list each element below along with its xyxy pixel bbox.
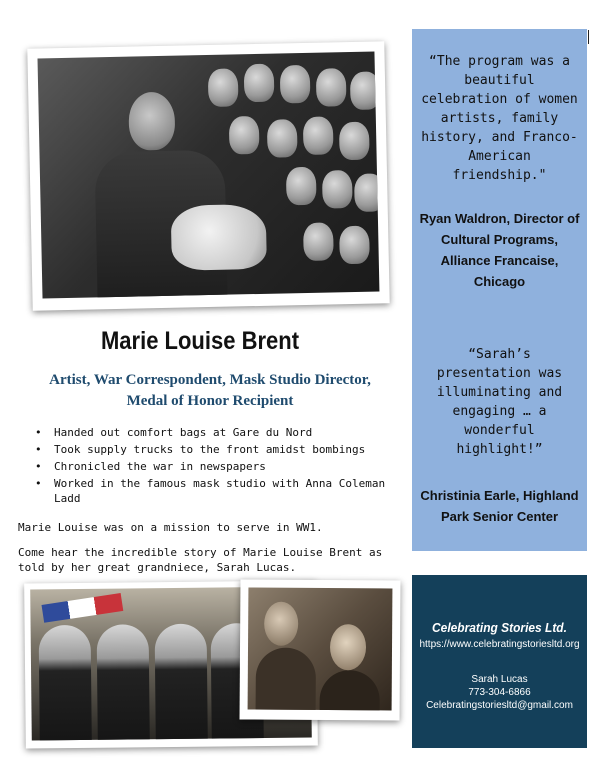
woman-head [128,92,175,151]
text-cursor [588,30,589,44]
studio-work-photo [240,579,401,720]
contact-phone: 773-304-6866 [468,687,531,698]
list-item: • Handed out comfort bags at Gare du Nord [30,425,400,440]
soldier-figure [39,625,92,741]
list-item: • Worked in the famous mask studio with Anna Coleman Ladd [30,476,400,506]
plaster-mask [303,116,334,155]
plaster-mask [354,173,379,212]
subtitle-line: Medal of Honor Recipient [126,393,294,409]
plaster-mask [280,65,311,104]
plaster-mask [244,64,275,103]
man-figure [256,648,316,711]
contact-email[interactable]: Celebratingstoriesltd@gmail.com [426,700,573,711]
plaster-mask [322,170,353,209]
held-mask [171,204,267,271]
plaster-mask [208,68,239,107]
list-item: • Chronicled the war in newspapers [30,459,400,474]
soldier-figure [155,624,208,741]
contact-panel [412,575,587,748]
french-flag-icon [42,593,124,623]
mission-paragraph: Marie Louise was on a mission to serve in WW1. [18,521,323,534]
contact-name: Sarah Lucas [471,674,528,685]
plaster-mask [316,68,347,107]
man-head [330,624,366,670]
subtitle-line: Artist, War Correspondent, Mask Studio Director, [49,372,371,388]
man-figure [320,670,380,711]
plaster-mask [339,226,370,265]
plaster-mask [267,119,298,158]
plaster-mask [229,116,260,155]
quote-text: “The program was a beautiful celebration of women artists, family history, and Franco-American friendship." [421,54,578,183]
website-link[interactable]: https://www.celebratingstoriesltd.org [419,639,580,650]
company-name: Celebrating Stories Ltd. [432,620,567,635]
plaster-mask [303,222,334,261]
studio-work-image [248,587,393,710]
bullet-list [30,425,400,508]
man-head [264,602,298,646]
quote-attribution: Christinia Earle, Highland Park Senior Center [420,488,579,524]
subtitle [20,370,400,412]
mask-studio-image [38,51,380,298]
plaster-mask [339,122,370,161]
main-portrait-photo [27,41,389,310]
plaster-mask [350,71,380,110]
quote-text: “Sarah’s presentation was illuminating and engaging … a wonderful highlight!” [436,347,563,457]
invitation-paragraph: Come hear the incredible story of Marie Louise Brent as told by her great grandniece, Sarah Lucas. [18,546,383,574]
plaster-mask [286,167,317,206]
quote-attribution: Ryan Waldron, Director of Cultural Programs, Alliance Francaise, Chicago [419,211,580,289]
soldier-figure [97,624,150,740]
list-item: • Took supply trucks to the front amidst bombings [30,442,400,457]
page-title: Marie Louise Brent [100,327,300,355]
